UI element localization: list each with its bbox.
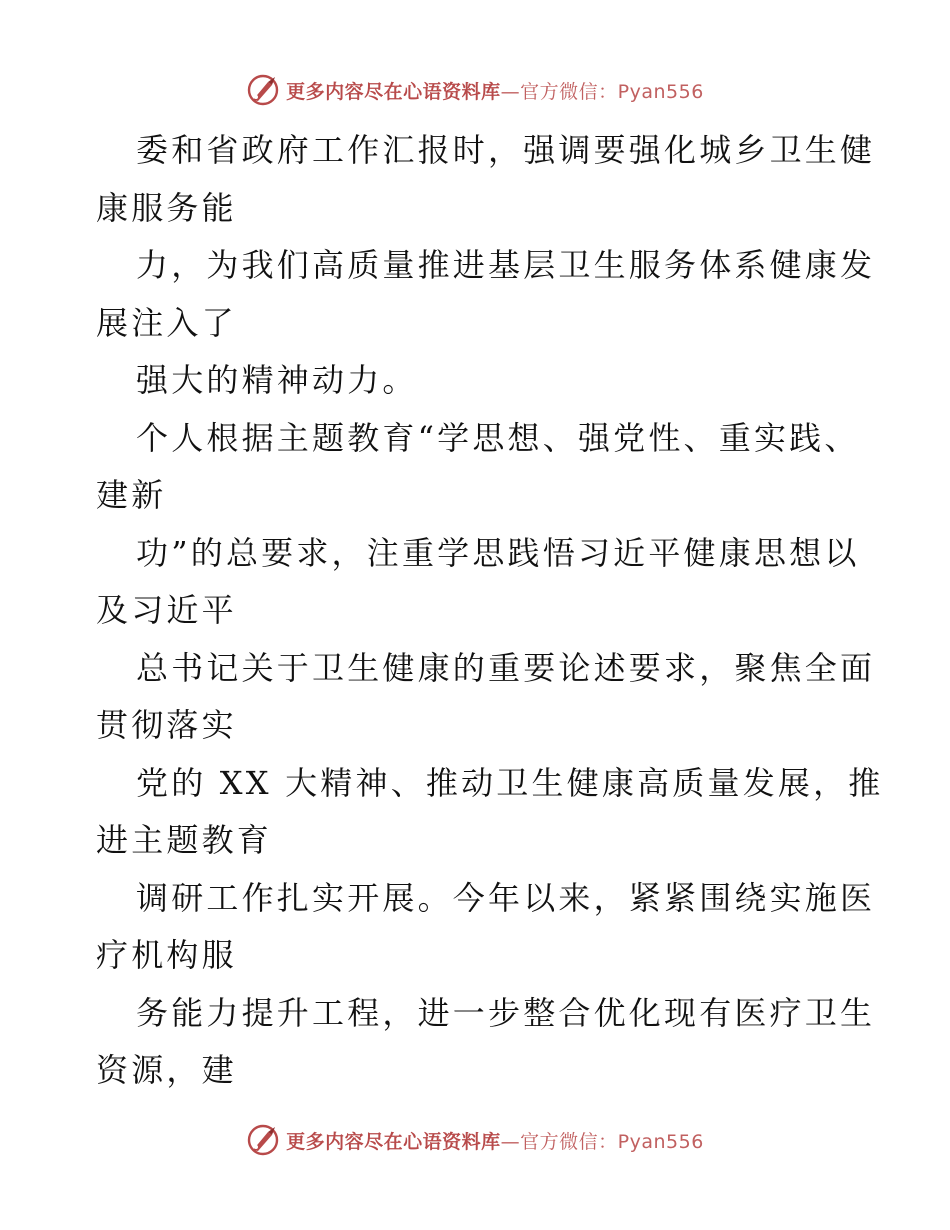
- watermark-brand: 更多内容尽在心语资料库: [286, 1130, 501, 1153]
- header-watermark: [0, 70, 950, 110]
- paragraph-line: 委和省政府工作汇报时，强调要强化城乡卫生健: [136, 131, 876, 169]
- watermark-contact: —官方微信：Pyan556: [500, 80, 704, 103]
- document-body: [96, 122, 884, 1100]
- paragraph-line: 展注入了: [96, 303, 237, 342]
- paragraph-line: 贯彻落实: [96, 706, 237, 744]
- paragraph-line: 力，为我们高质量推进基层卫生服务体系健康发: [136, 246, 876, 284]
- paragraph-line: 强大的精神动力。: [136, 361, 418, 399]
- watermark-brand: 更多内容尽在心语资料库: [286, 80, 501, 103]
- watermark-text: [286, 77, 704, 104]
- paragraph-line: 总书记关于卫生健康的重要论述要求，聚焦全面: [136, 648, 876, 687]
- quill-pen-logo-icon: [246, 1123, 280, 1157]
- paragraph-line: 党的 XX 大精神、推动卫生健康高质量发展，推: [136, 763, 884, 802]
- watermark-text: [286, 1127, 704, 1154]
- paragraph-line: 资源，建: [96, 1051, 237, 1089]
- paragraph-line: 康服务能: [96, 188, 237, 227]
- paragraph-line: 疗机构服: [96, 936, 237, 974]
- watermark-contact: —官方微信：Pyan556: [500, 1130, 704, 1153]
- paragraph-line: 进主题教育: [96, 821, 273, 859]
- paragraph-line: 调研工作扎实开展。今年以来，紧紧围绕实施医: [136, 878, 876, 917]
- paragraph-line: 务能力提升工程，进一步整合优化现有医疗卫生: [136, 993, 876, 1032]
- quill-pen-logo-icon: [246, 73, 280, 107]
- paragraph-line: 及习近平: [96, 591, 237, 629]
- footer-watermark: [0, 1120, 950, 1160]
- paragraph-line: 功”的总要求，注重学思践悟习近平健康思想以: [136, 533, 860, 572]
- paragraph-line: 建新: [96, 476, 167, 514]
- paragraph-line: 个人根据主题教育“学思想、强党性、重实践、: [136, 418, 860, 457]
